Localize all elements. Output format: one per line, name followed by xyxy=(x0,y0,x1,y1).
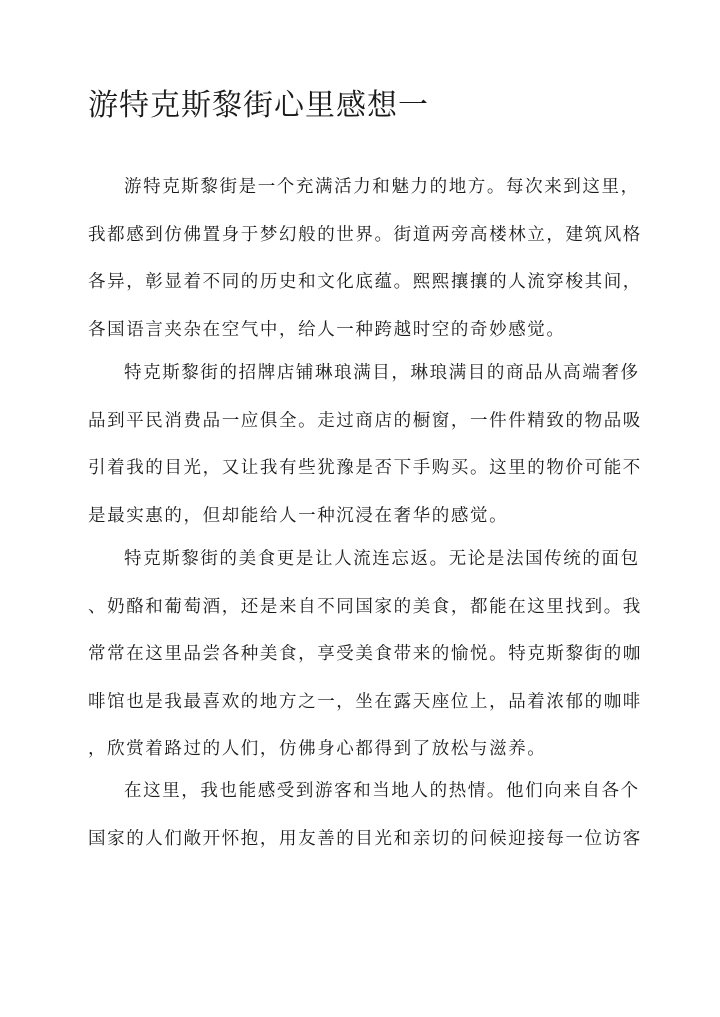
paragraph-line: 特克斯黎街的美食更是让人流连忘返。无论是法国传统的面包 xyxy=(124,549,640,569)
document-title: 游特克斯黎街心里感想一 xyxy=(88,88,429,123)
paragraph-1 xyxy=(88,164,642,354)
paragraph-line: 、奶酪和葡萄酒，还是来自不同国家的美食，都能在这里找到。我 xyxy=(88,596,642,617)
paragraph-line: 各异，彰显着不同的历史和文化底蕴。熙熙攘攘的人流穿梭其间， xyxy=(88,272,642,292)
paragraph-2 xyxy=(88,350,642,540)
paragraph-line: ，欣赏着路过的人们，仿佛身心都得到了放松与滋养。 xyxy=(88,739,547,759)
paragraph-line: 在这里，我也能感受到游客和当地人的热情。他们向来自各个 xyxy=(124,781,640,801)
paragraph-line: 各国语言夹杂在空气中，给人一种跨越时空的奇妙感觉。 xyxy=(88,319,566,340)
paragraph-line: 特克斯黎街的招牌店铺琳琅满目，琳琅满目的商品从高端奢侈 xyxy=(124,363,640,383)
paragraph-line: 啡馆也是我最喜欢的地方之一，坐在露天座位上，品着浓郁的咖啡 xyxy=(88,691,642,712)
paragraph-line: 引着我的目光，又让我有些犹豫是否下手购买。这里的物价可能不 xyxy=(88,458,642,478)
paragraph-line: 我都感到仿佛置身于梦幻般的世界。街道两旁高楼林立，建筑风格 xyxy=(88,224,642,245)
paragraph-3 xyxy=(88,536,642,774)
paragraph-line: 是最实惠的，但却能给人一种沉浸在奢华的感觉。 xyxy=(88,505,509,526)
paragraph-line: 国家的人们敞开怀抱，用友善的目光和亲切的问候迎接每一位访客 xyxy=(88,828,642,849)
paragraph-line: 品到平民消费品一应俱全。走过商店的橱窗，一件件精致的物品吸 xyxy=(88,410,642,431)
paragraph-4 xyxy=(88,768,642,863)
paragraph-line: 游特克斯黎街是一个充满活力和魅力的地方。每次来到这里， xyxy=(124,177,640,197)
paragraph-line: 常常在这里品尝各种美食，享受美食带来的愉悦。特克斯黎街的咖 xyxy=(88,644,642,664)
